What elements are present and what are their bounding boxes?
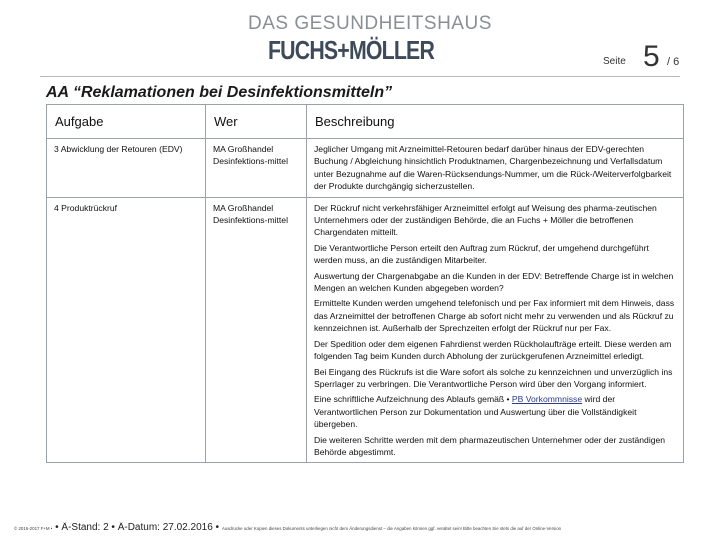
header-wer: Wer bbox=[206, 105, 307, 139]
table-header-row bbox=[47, 105, 684, 139]
task-cell: 3 Abwicklung der Retouren (EDV) bbox=[47, 139, 206, 198]
page-label: Seite bbox=[603, 56, 626, 67]
page-footer bbox=[14, 522, 714, 533]
description-paragraph: Die Verantwortliche Person erteilt den Auftrag zum Rückruf, der umgehend durchgeführt werden muss, an die zuständigen Mitarbeiter. bbox=[314, 242, 649, 266]
page-number: 5 bbox=[643, 40, 660, 73]
description-paragraph: Auswertung der Chargenabgabe an die Kunden in der EDV: Betreffende Charge ist in welchen Mengen an welchen Kunden abgegeben worden? bbox=[314, 270, 674, 294]
description-paragraph: Die weiteren Schritte werden mit dem pharmazeutischen Unternehmer oder der zuständigen Behörde abgestimmt. bbox=[314, 434, 666, 457]
description-paragraph: Ermittelte Kunden werden umgehend telefonisch und per Fax informiert mit dem Hinweis, dass das Arzneimittel der betroffenen Charge ab sofort nicht mehr zu verwenden und als Rückruf zu kennzeichnen ist. Außerhalb der Sprechzeiten erfolgt der Rückruf nur per Fax. bbox=[314, 298, 675, 334]
header-aufgabe: Aufgabe bbox=[47, 105, 206, 139]
footer-copyright: © 2016-2017 F+M • bbox=[14, 526, 53, 531]
description-paragraph: Der Spedition oder dem eigenen Fahrdienst werden Rückholaufträge erteilt. Diese werden am folgenden Tag beim Kunden durch Abholung der zurückgerufenen Arzneimittel erledigt. bbox=[314, 338, 672, 362]
page-total: / 6 bbox=[667, 56, 680, 68]
logo-wordmark: FUCHS+MÖLLER bbox=[267, 35, 435, 65]
footer-notice: Ausdrucke oder Kopien dieses Dokuments unterliegen nicht dem Änderungsdienst – die Angaben können ggf. veraltet sein! Bitte beachten Sie stets die auf der Online-Version bbox=[221, 526, 562, 531]
description-paragraph: Bei Eingang des Rückrufs ist die Ware sofort als solche zu kennzeichnen und unverzüglich ins Sperrlager zu verbringen. Die Verantwortliche Person wird über den Vorgang informiert. bbox=[314, 366, 673, 389]
procedure-table bbox=[46, 104, 684, 463]
logo-tagline: DAS GESUNDHEITSHAUS bbox=[248, 13, 492, 34]
link-suffix-text: wird der Verantwortlichen Person zur Dokumentation und Auswertung über die Vollständigkeit übergeben. bbox=[314, 394, 637, 430]
link-prefix-text: Eine schriftliche Aufzeichnung des Ablaufs gemäß • bbox=[314, 394, 512, 405]
task-cell: 4 Produktrückruf bbox=[47, 197, 206, 463]
footer-revision-status: • Ä-Stand: 2 • Ä-Datum: 27.02.2016 • bbox=[55, 522, 220, 533]
title-divider bbox=[40, 76, 680, 77]
description-paragraph: Der Rückruf nicht verkehrsfähiger Arzneimittel erfolgt auf Weisung des pharma-zeutischen Unternehmers oder der zuständigen Behörde, die an Fuchs + Möller die betroffenen Chargendaten mitteilt. bbox=[314, 202, 657, 238]
document-title: AA “Reklamationen bei Desinfektionsmitteln” bbox=[46, 84, 393, 101]
description-paragraph: Jeglicher Umgang mit Arzneimittel-Retouren bedarf darüber hinaus der EDV-gerechten Buchung / Abgleichung hinsichtlich Produktnamen, Chargenbezeichnung und Verfallsdatum unter Bezugnahme auf die Waren-Rücksendungs-Nummer, um die Rück-/Weiterverfolgbarkeit der Produkte durchgängig sicherzustellen. bbox=[314, 144, 672, 192]
table-row bbox=[47, 139, 684, 198]
header-beschreibung: Beschreibung bbox=[307, 105, 684, 139]
description-paragraph-with-link bbox=[314, 393, 676, 430]
company-logo bbox=[248, 13, 492, 65]
pb-vorkommnisse-link[interactable]: PB Vorkommnisse bbox=[511, 394, 583, 405]
responsible-cell: MA Großhandel Desinfektions-mittel bbox=[206, 197, 307, 463]
table-row bbox=[47, 197, 684, 463]
responsible-cell: MA Großhandel Desinfektions-mittel bbox=[206, 139, 307, 198]
description-cell bbox=[307, 139, 684, 198]
description-cell bbox=[307, 197, 684, 463]
